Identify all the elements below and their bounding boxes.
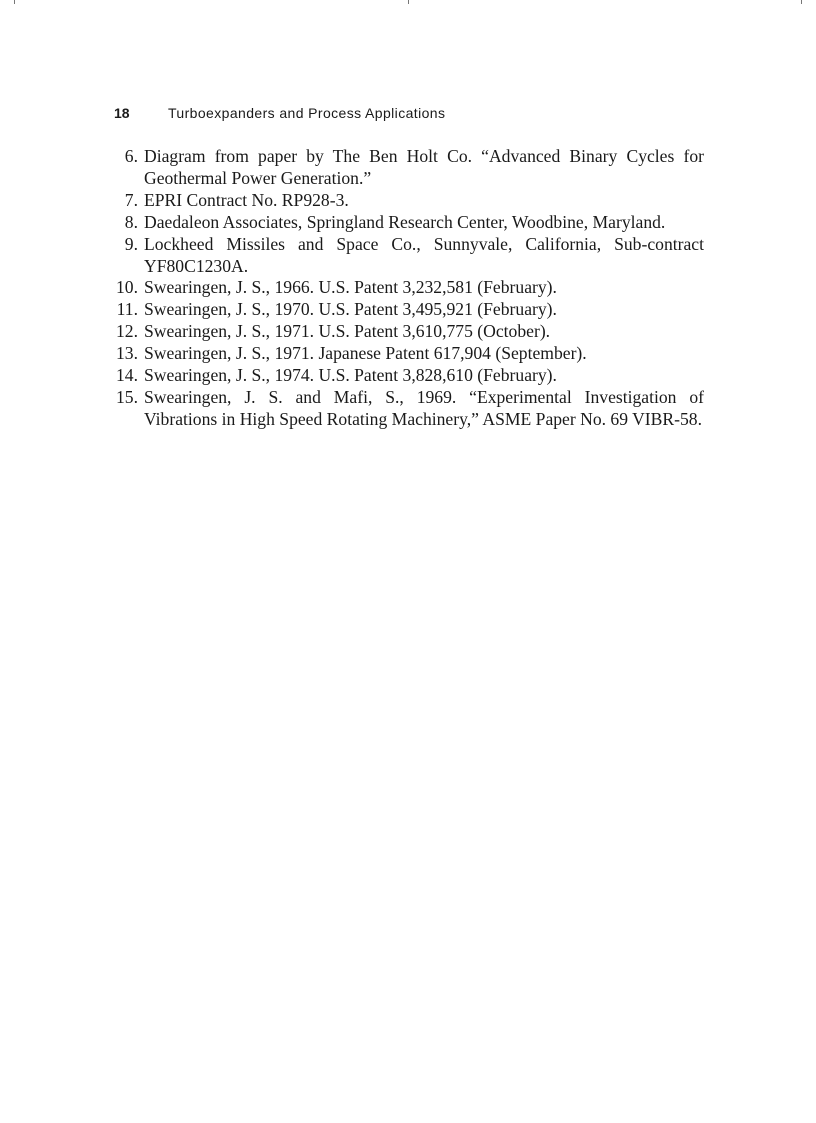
reference-list <box>110 146 704 431</box>
reference-text: Swearingen, J. S. and Mafi, S., 1969. “Experimental Investigation of Vibrations in High Speed Rotating Machinery,” ASME Paper No. 69 VIBR-58. <box>144 386 704 429</box>
reference-item <box>110 212 704 234</box>
reference-text: Swearingen, J. S., 1971. U.S. Patent 3,610,775 (October). <box>144 321 551 342</box>
reference-text: Swearingen, J. S., 1974. U.S. Patent 3,828,610 (February). <box>144 365 557 386</box>
reference-item <box>110 234 704 278</box>
reference-number: 12. <box>116 321 138 342</box>
reference-text: Daedaleon Associates, Springland Research Center, Woodbine, Maryland. <box>144 211 666 232</box>
reference-number: 8. <box>124 211 138 232</box>
reference-number: 6. <box>124 146 138 166</box>
reference-text: Lockheed Missiles and Space Co., Sunnyvale, California, Sub-contract YF80C1230A. <box>144 233 704 276</box>
reference-item <box>110 365 704 387</box>
page-number: 18 <box>114 105 130 121</box>
reference-item <box>110 387 704 431</box>
reference-text: Diagram from paper by The Ben Holt Co. “Advanced Binary Cycles for Geothermal Power Generation.” <box>144 146 704 188</box>
crop-mark-center <box>408 0 409 4</box>
reference-number: 11. <box>116 299 138 320</box>
reference-text: Swearingen, J. S., 1970. U.S. Patent 3,495,921 (February). <box>144 299 557 320</box>
reference-text: Swearingen, J. S., 1966. U.S. Patent 3,232,581 (February). <box>144 277 557 298</box>
reference-item <box>110 299 704 321</box>
reference-number: 14. <box>116 365 138 386</box>
running-title: Turboexpanders and Process Applications <box>168 105 446 121</box>
crop-mark-left <box>14 0 15 4</box>
reference-number: 10. <box>116 277 138 298</box>
reference-item <box>110 321 704 343</box>
reference-number: 13. <box>116 343 138 364</box>
reference-text: Swearingen, J. S., 1971. Japanese Patent 617,904 (September). <box>144 343 587 364</box>
reference-number: 9. <box>124 233 138 254</box>
reference-item <box>110 277 704 299</box>
reference-item <box>110 146 704 190</box>
reference-item <box>110 343 704 365</box>
reference-text: EPRI Contract No. RP928-3. <box>144 189 349 210</box>
running-head <box>114 104 445 122</box>
crop-mark-right <box>801 0 802 4</box>
reference-number: 15. <box>116 386 138 407</box>
reference-number: 7. <box>124 189 138 210</box>
reference-item <box>110 190 704 212</box>
